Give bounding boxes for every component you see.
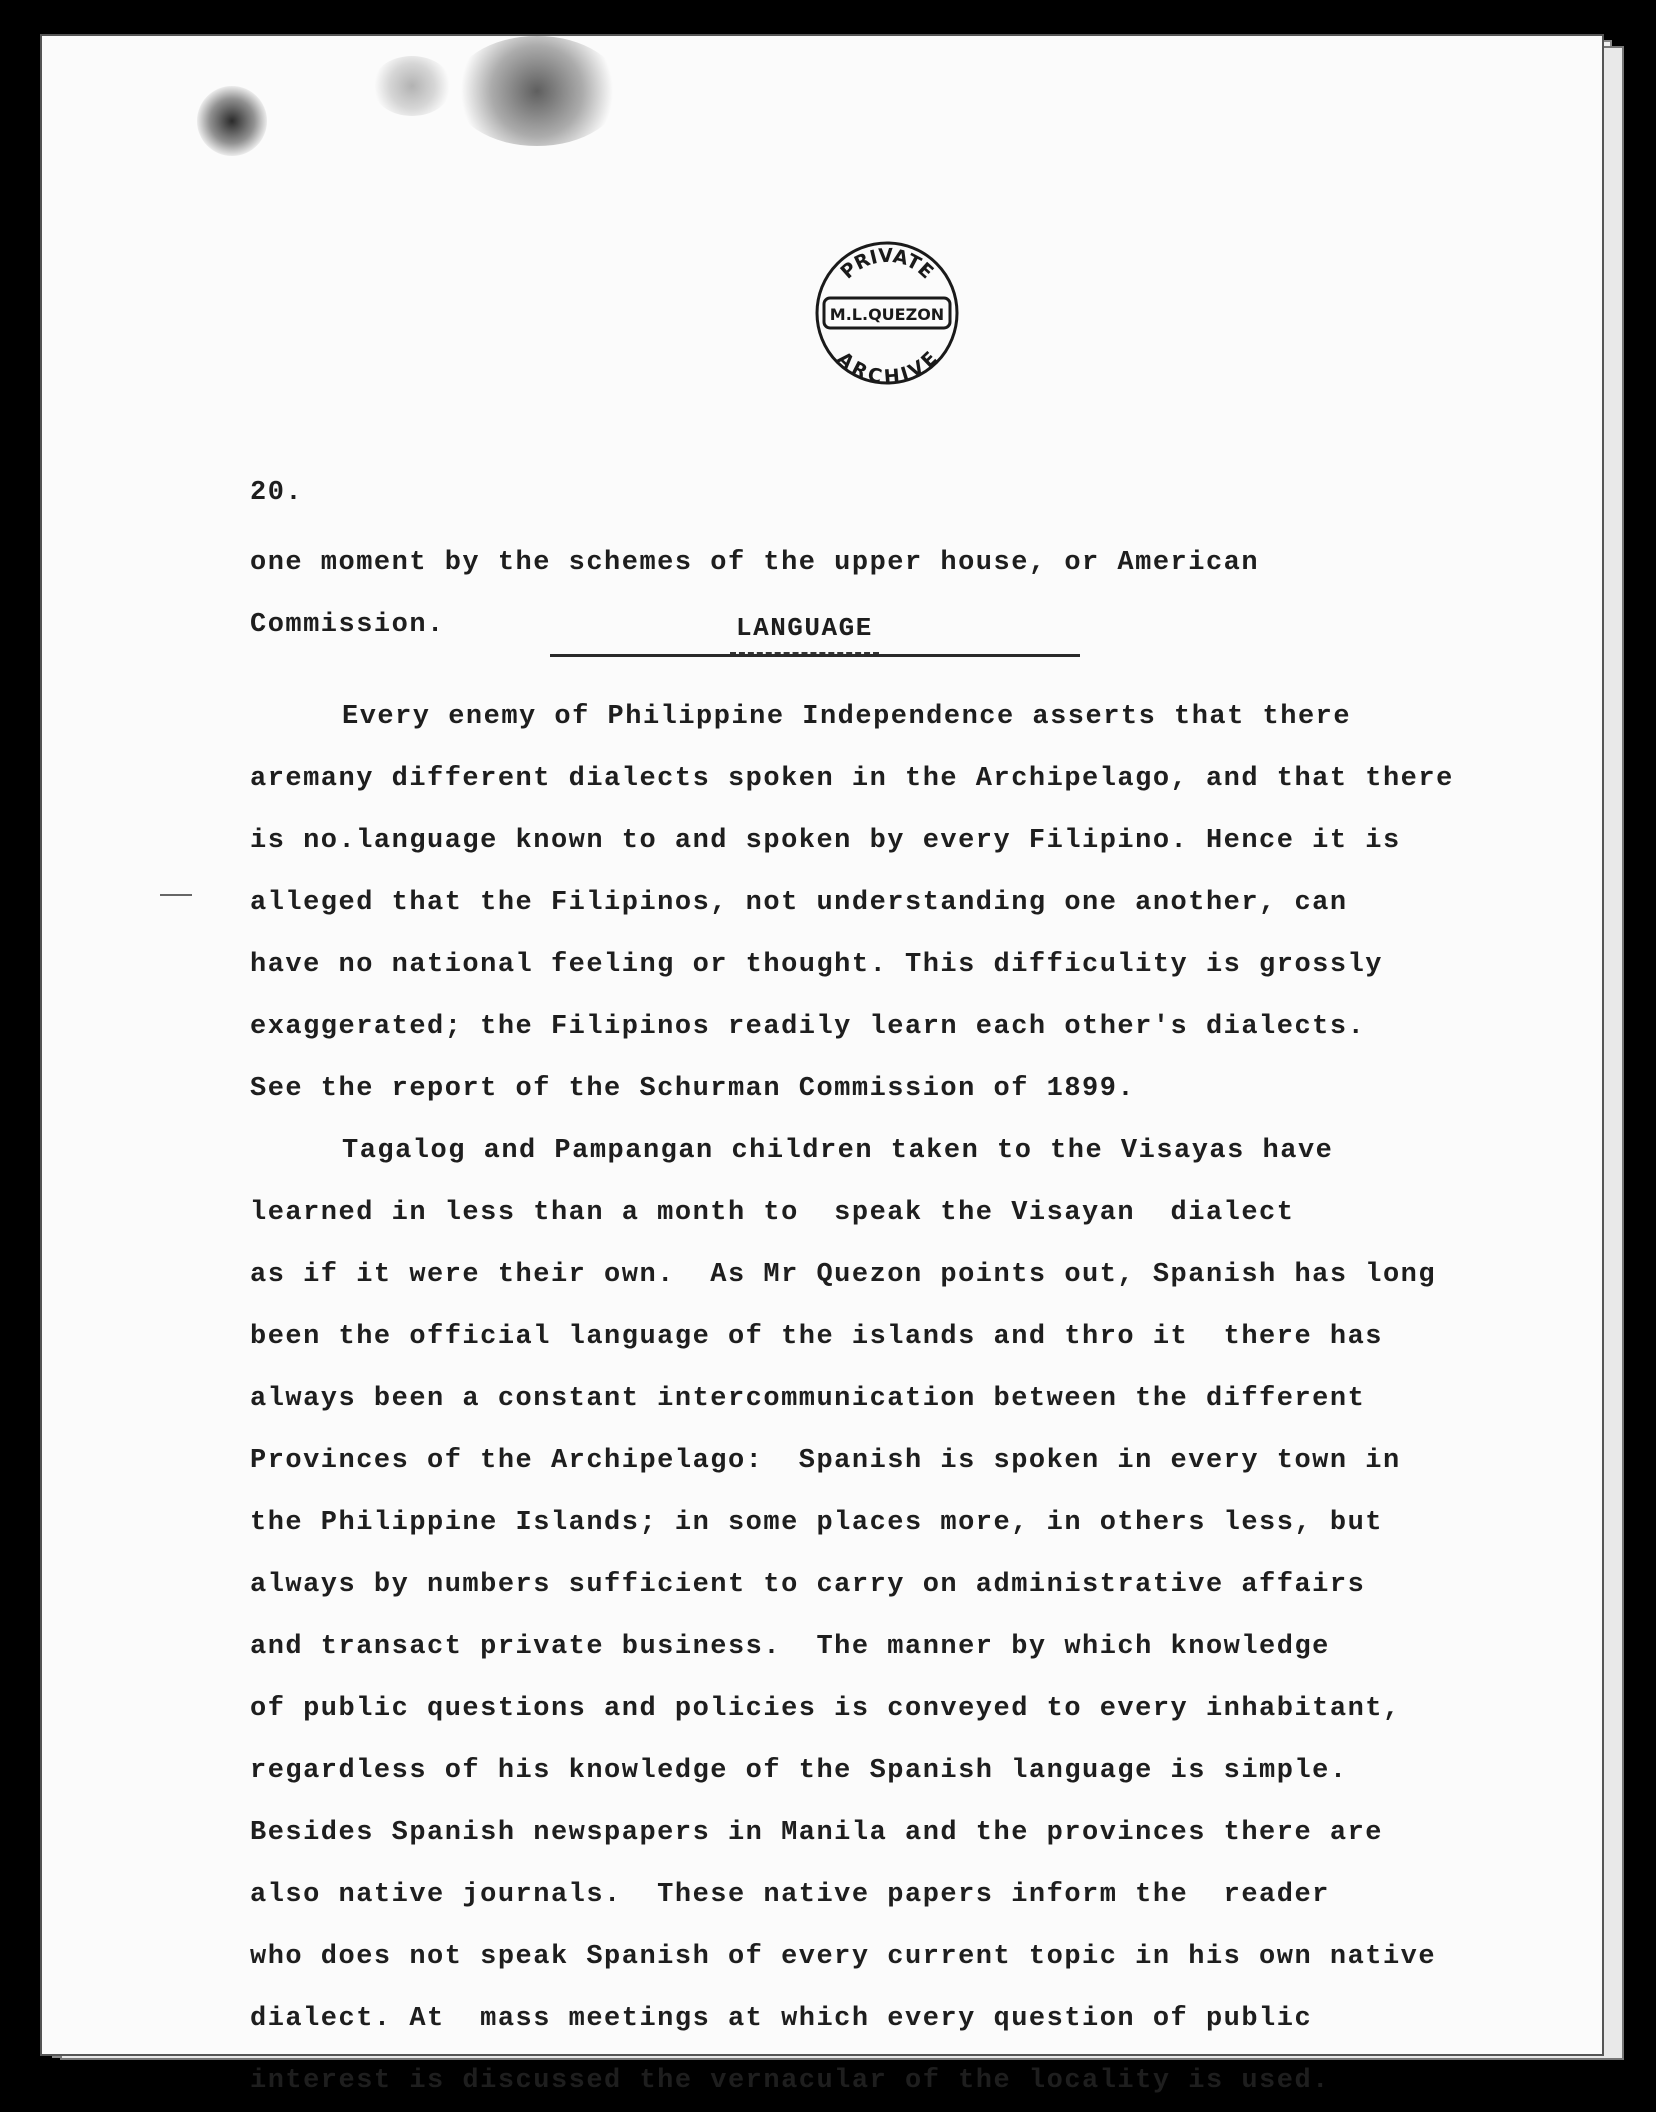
text-line: learned in less than a month to speak the Visayan dialect	[250, 1198, 1295, 1228]
text-line: also native journals. These native papers inform the reader	[250, 1880, 1330, 1910]
ink-smudge	[197, 86, 267, 156]
text-line: of public questions and policies is conveyed to every inhabitant,	[250, 1694, 1401, 1724]
stamp-center-text: M.L.QUEZON	[829, 305, 945, 324]
svg-text:PRIVATE	[836, 245, 937, 284]
text-line: always been a constant intercommunication between the different	[250, 1384, 1366, 1414]
text-line: as if it were their own. As Mr Quezon points out, Spanish has long	[250, 1260, 1437, 1290]
text-line: been the official language of the islands and thro it there has	[250, 1322, 1383, 1352]
text-line: dialect. At mass meetings at which every question of public	[250, 2004, 1313, 2034]
text-line: have no national feeling or thought. This difficulity is grossly	[250, 950, 1383, 980]
text-line: one moment by the schemes of the upper house, or American	[250, 548, 1260, 578]
stamp-top-text: PRIVATE	[836, 244, 938, 284]
paragraph-1	[250, 686, 1550, 1120]
typed-text	[250, 468, 1550, 2112]
document-page	[40, 34, 1604, 2096]
text-line: and transact private business. The manner by which knowledge	[250, 1632, 1330, 1662]
text-line: is no.language known to and spoken by every Filipino. Hence it is	[250, 826, 1401, 856]
text-line: aremany different dialects spoken in the Archipelago, and that there	[250, 764, 1454, 794]
section-heading: LANGUAGE	[730, 608, 879, 655]
text-line: Every enemy of Philippine Independence asserts that there	[342, 702, 1352, 732]
text-line: always by numbers sufficient to carry on administrative affairs	[250, 1570, 1366, 1600]
svg-text:ARCHIVE	[833, 347, 941, 388]
text-line: interest is discussed the vernacular of the locality is used.	[250, 2066, 1330, 2096]
page-number: 20.	[250, 478, 304, 508]
margin-mark	[160, 894, 192, 896]
text-line: Commission.	[250, 610, 445, 640]
heading-underline	[550, 654, 1080, 657]
archive-stamp	[812, 238, 962, 388]
text-line: who does not speak Spanish of every current topic in his own native	[250, 1942, 1437, 1972]
text-line: alleged that the Filipinos, not understanding one another, can	[250, 888, 1348, 918]
ink-smudge	[452, 36, 622, 146]
text-line: the Philippine Islands; in some places more, in others less, but	[250, 1508, 1383, 1538]
stamp-bottom-text: ARCHIVE	[832, 347, 942, 388]
paragraph-2	[250, 1120, 1550, 2112]
text-line: regardless of his knowledge of the Spanish language is simple.	[250, 1756, 1348, 1786]
text-line: Provinces of the Archipelago: Spanish is spoken in every town in	[250, 1446, 1401, 1476]
text-line: See the report of the Schurman Commission of 1899.	[250, 1074, 1136, 1104]
text-line: Besides Spanish newspapers in Manila and the provinces there are	[250, 1818, 1383, 1848]
text-line: Tagalog and Pampangan children taken to the Visayas have	[342, 1136, 1334, 1166]
ink-smudge	[372, 56, 452, 116]
text-line: exaggerated; the Filipinos readily learn each other's dialects.	[250, 1012, 1366, 1042]
